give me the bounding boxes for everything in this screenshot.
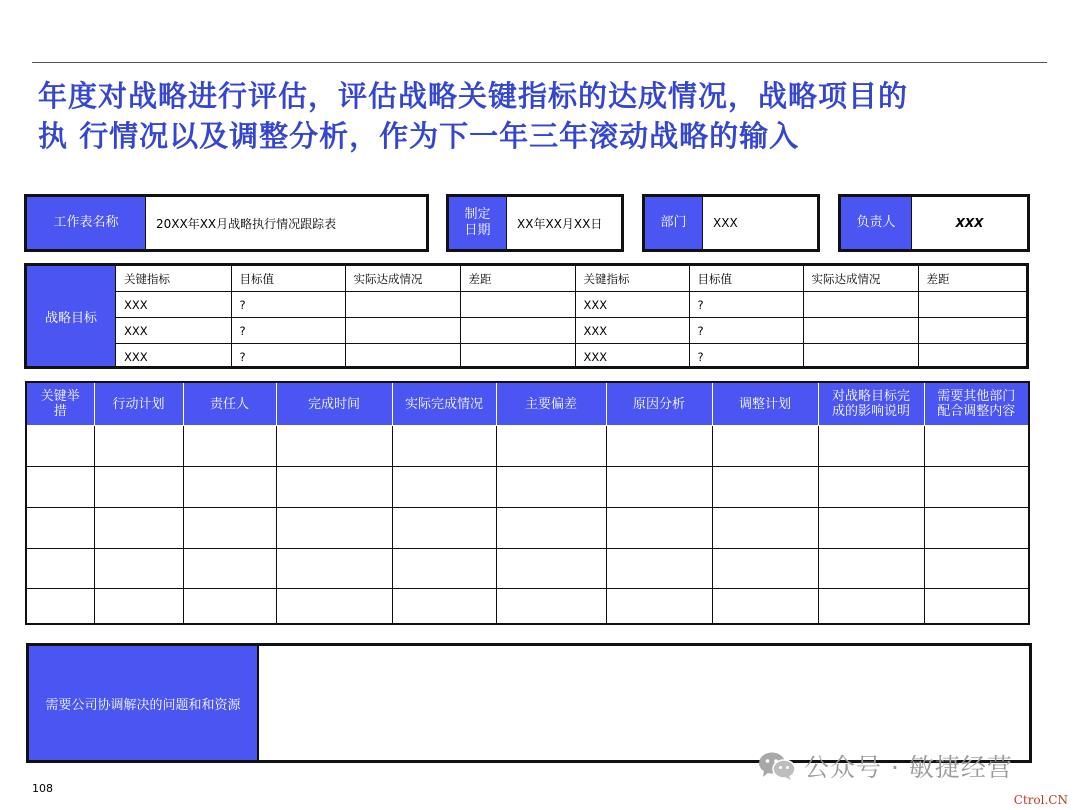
goals-column-header: 关键指标	[116, 266, 231, 292]
plan-cell[interactable]	[712, 507, 818, 548]
goals-cell[interactable]: ?	[689, 318, 803, 344]
plan-row	[27, 426, 1028, 467]
goals-cell[interactable]	[460, 344, 575, 370]
plan-row	[27, 466, 1028, 507]
plan-cell[interactable]	[712, 589, 818, 623]
plan-cell[interactable]	[392, 589, 496, 623]
plan-cell[interactable]	[276, 589, 392, 623]
plan-cell[interactable]	[496, 548, 606, 589]
plan-cell[interactable]	[496, 589, 606, 623]
date-value[interactable]: XX年XX月XX日	[506, 197, 621, 249]
goals-cell[interactable]: ?	[689, 344, 803, 370]
strategy-goals-table	[24, 263, 1029, 369]
plan-cell[interactable]	[924, 507, 1028, 548]
plan-column-header: 需要其他部门 配合调整内容	[924, 383, 1028, 426]
plan-cell[interactable]	[818, 589, 924, 623]
plan-cell[interactable]	[924, 466, 1028, 507]
plan-cell[interactable]	[94, 589, 183, 623]
plan-cell[interactable]	[94, 426, 183, 467]
plan-cell[interactable]	[183, 548, 276, 589]
plan-cell[interactable]	[496, 426, 606, 467]
goals-cell[interactable]	[345, 344, 460, 370]
goals-row	[116, 318, 1026, 344]
plan-cell[interactable]	[818, 466, 924, 507]
plan-column-header: 责任人	[183, 383, 276, 426]
title-line-1: 年度对战略进行评估，评估战略关键指标的达成情况，战略项目的	[38, 79, 909, 113]
plan-row	[27, 589, 1028, 623]
plan-cell[interactable]	[606, 589, 712, 623]
goals-cell[interactable]	[918, 344, 1026, 370]
plan-cell[interactable]	[392, 466, 496, 507]
plan-row	[27, 548, 1028, 589]
goals-cell[interactable]	[803, 344, 918, 370]
plan-cell[interactable]	[276, 426, 392, 467]
watermark	[758, 748, 1013, 784]
sheet-name-box	[24, 194, 429, 252]
goals-cell[interactable]: ?	[689, 292, 803, 318]
owner-box	[838, 194, 1030, 252]
coordination-label: 需要公司协调解决的问题和和资源	[29, 646, 259, 760]
goals-cell[interactable]	[918, 318, 1026, 344]
plan-header-row	[27, 383, 1028, 426]
goals-cell[interactable]: XXX	[116, 344, 231, 370]
goals-column-header: 差距	[918, 266, 1026, 292]
sheet-name-value[interactable]: 20XX年XX月战略执行情况跟踪表	[145, 197, 426, 249]
goals-cell[interactable]	[803, 292, 918, 318]
goals-cell[interactable]	[803, 318, 918, 344]
corner-mark: Ctrol.CN	[1013, 793, 1068, 807]
top-divider	[32, 62, 1047, 63]
plan-cell[interactable]	[392, 426, 496, 467]
plan-cell[interactable]	[606, 426, 712, 467]
goals-column-header: 目标值	[231, 266, 345, 292]
plan-cell[interactable]	[94, 548, 183, 589]
plan-cell[interactable]	[924, 548, 1028, 589]
sheet-name-label: 工作表名称	[27, 197, 145, 249]
plan-cell[interactable]	[183, 589, 276, 623]
page-number: 108	[32, 782, 53, 795]
plan-column-header: 实际完成情况	[392, 383, 496, 426]
plan-cell[interactable]	[392, 548, 496, 589]
goals-cell[interactable]: XXX	[116, 292, 231, 318]
plan-column-header: 完成时间	[276, 383, 392, 426]
goals-cell[interactable]: ?	[231, 292, 345, 318]
goals-header-row	[116, 266, 1026, 292]
plan-cell[interactable]	[276, 548, 392, 589]
goals-column-header: 实际达成情况	[803, 266, 918, 292]
plan-row	[27, 507, 1028, 548]
goals-column-header: 差距	[460, 266, 575, 292]
owner-label: 负责人	[841, 197, 911, 249]
plan-column-header: 原因分析	[606, 383, 712, 426]
plan-cell[interactable]	[924, 589, 1028, 623]
title-line-2: 执 行情况以及调整分析，作为下一年三年滚动战略的输入	[38, 119, 800, 153]
plan-cell[interactable]	[276, 466, 392, 507]
plan-cell[interactable]	[496, 507, 606, 548]
goals-cell[interactable]: XXX	[575, 344, 689, 370]
coordination-input[interactable]	[259, 646, 1029, 760]
plan-column-header: 对战略目标完 成的影响说明	[818, 383, 924, 426]
date-box	[446, 194, 624, 252]
coordination-box	[26, 643, 1032, 763]
plan-cell[interactable]	[94, 466, 183, 507]
plan-cell[interactable]	[712, 426, 818, 467]
goals-cell[interactable]: ?	[231, 344, 345, 370]
wechat-icon	[758, 751, 796, 781]
plan-column-header: 调整计划	[712, 383, 818, 426]
plan-cell[interactable]	[27, 589, 94, 623]
goals-row	[116, 292, 1026, 318]
goals-cell[interactable]	[345, 292, 460, 318]
goals-cell[interactable]	[460, 318, 575, 344]
plan-cell[interactable]	[27, 507, 94, 548]
plan-cell[interactable]	[496, 466, 606, 507]
strategy-goals-label: 战略目标	[27, 266, 116, 366]
goals-cell[interactable]: XXX	[116, 318, 231, 344]
goals-column-header: 关键指标	[575, 266, 689, 292]
goals-cell[interactable]: XXX	[575, 318, 689, 344]
plan-cell[interactable]	[183, 426, 276, 467]
plan-cell[interactable]	[924, 426, 1028, 467]
plan-cell[interactable]	[606, 548, 712, 589]
plan-cell[interactable]	[183, 507, 276, 548]
department-box	[642, 194, 820, 252]
plan-cell[interactable]	[712, 548, 818, 589]
goals-column-header: 实际达成情况	[345, 266, 460, 292]
plan-cell[interactable]	[818, 507, 924, 548]
goals-cell[interactable]: ?	[231, 318, 345, 344]
department-value[interactable]: XXX	[702, 197, 817, 249]
plan-column-header: 行动计划	[94, 383, 183, 426]
goals-cell[interactable]	[460, 292, 575, 318]
department-label: 部门	[645, 197, 702, 249]
plan-cell[interactable]	[392, 507, 496, 548]
plan-column-header: 关键举 措	[27, 383, 94, 426]
plan-cell[interactable]	[712, 466, 818, 507]
plan-cell[interactable]	[606, 466, 712, 507]
plan-cell[interactable]	[606, 507, 712, 548]
goals-cell[interactable]: XXX	[575, 292, 689, 318]
goals-column-header: 目标值	[689, 266, 803, 292]
page-title	[38, 76, 1038, 156]
plan-cell[interactable]	[94, 507, 183, 548]
goals-cell[interactable]	[918, 292, 1026, 318]
plan-cell[interactable]	[276, 507, 392, 548]
plan-cell[interactable]	[27, 548, 94, 589]
plan-cell[interactable]	[27, 466, 94, 507]
plan-cell[interactable]	[27, 426, 94, 467]
plan-cell[interactable]	[818, 426, 924, 467]
goals-cell[interactable]	[345, 318, 460, 344]
owner-value[interactable]: XXX	[911, 197, 1027, 249]
goals-row	[116, 344, 1026, 370]
plan-column-header: 主要偏差	[496, 383, 606, 426]
action-plan-table	[25, 381, 1030, 625]
plan-cell[interactable]	[183, 466, 276, 507]
date-label: 制定 日期	[449, 197, 506, 249]
plan-cell[interactable]	[818, 548, 924, 589]
watermark-text: 公众号 · 敏捷经营	[804, 753, 1013, 782]
